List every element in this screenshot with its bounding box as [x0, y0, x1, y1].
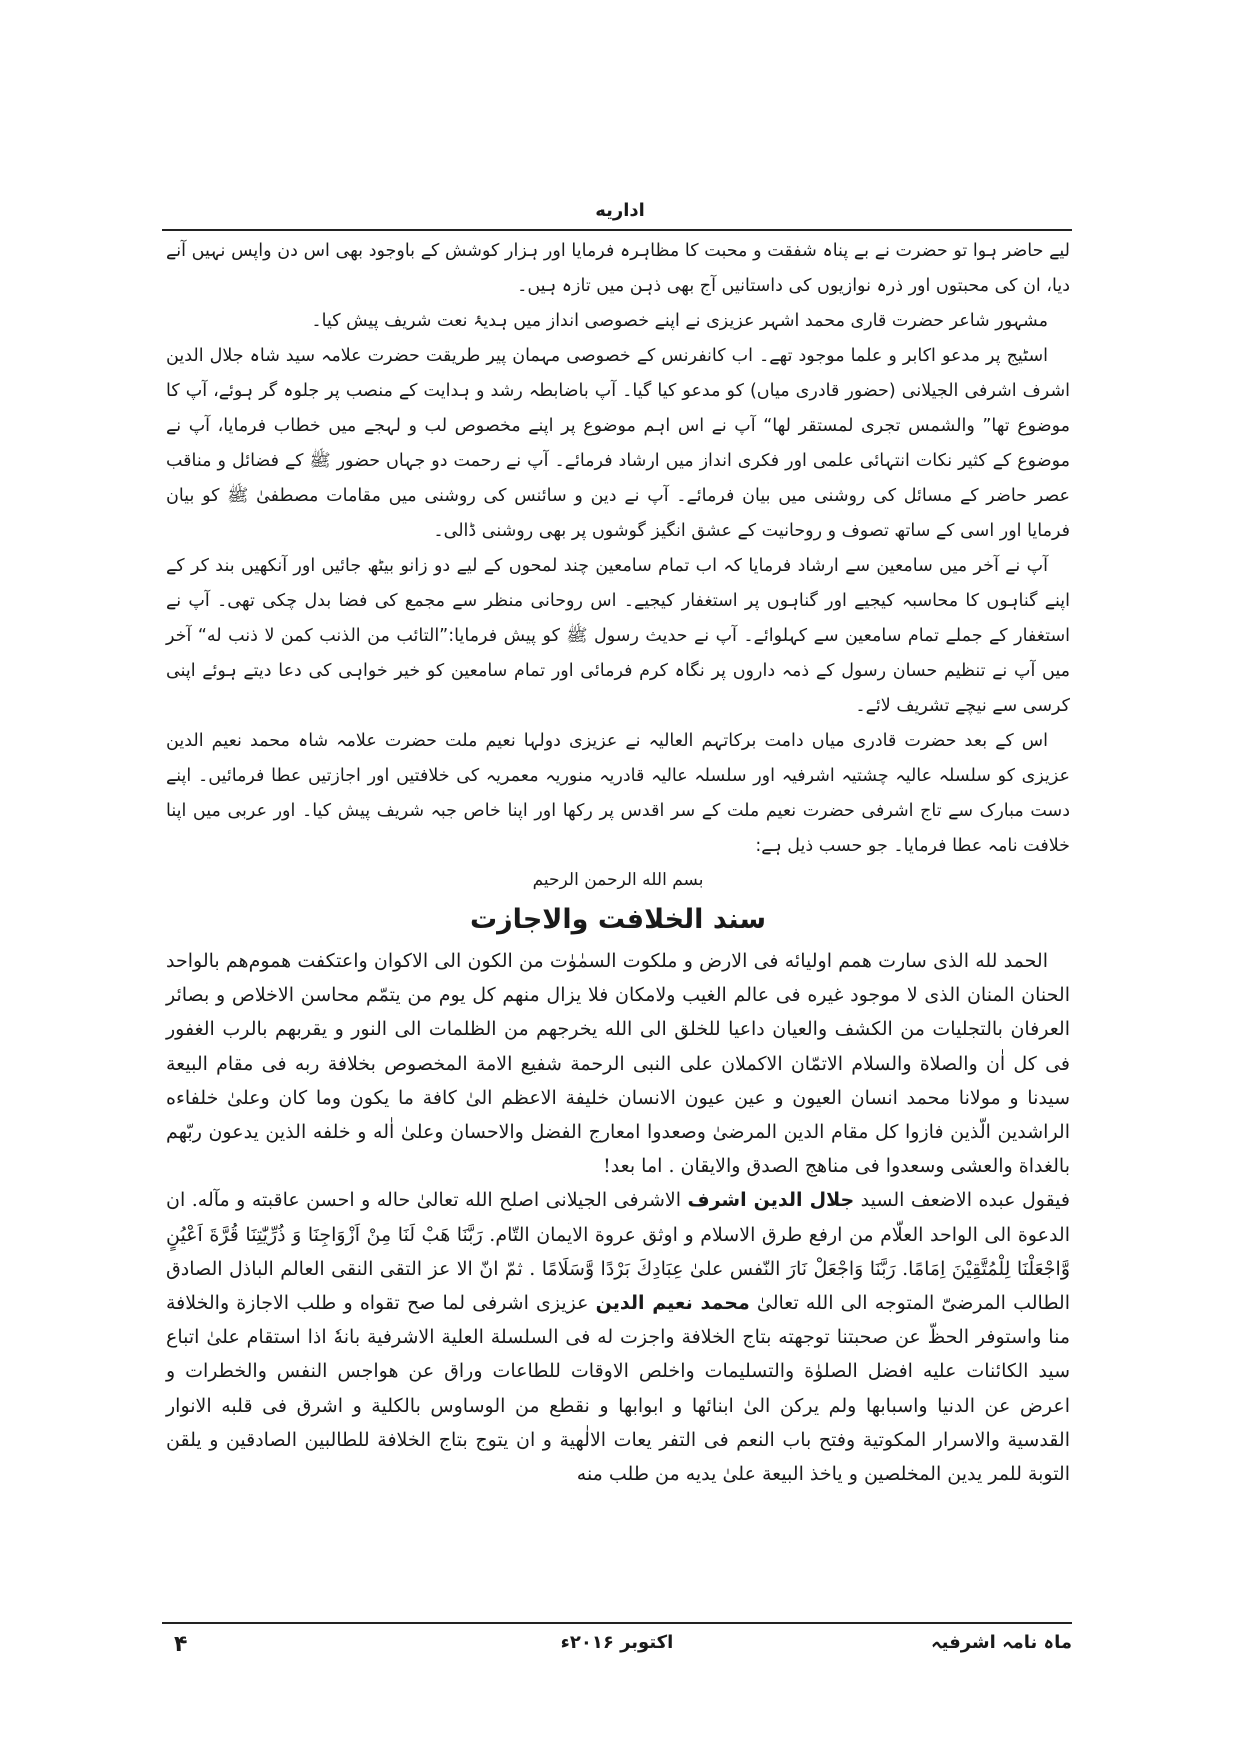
article-body: [166, 234, 1070, 1491]
name-naeemuddin: محمد نعیم الدین: [595, 1292, 750, 1315]
bismillah: بسم الله الرحمن الرحيم: [532, 870, 704, 890]
magazine-name: ماہ نامہ اشرفیہ: [931, 1632, 1072, 1653]
paragraph-naat: مشہور شاعر حضرت قاری محمد اشہر عزیزی نے اپنے خصوصی انداز میں ہدیۂ نعت شریف پیش کیا۔: [311, 311, 1048, 331]
arabic-text-2a: فیقول عبده الاضعف السید: [854, 1189, 1070, 1212]
footer-rule: [162, 1622, 1072, 1624]
paragraph-istighfar: آپ نے آخر میں سامعین سے ارشاد فرمایا کہ اب تمام سامعین چند لمحوں کے لیے دو زانو بیٹھ جائیں اور آنکھیں بند کر کے اپنے گناہوں کا محاسبہ کیجیے اور گناہوں پر استغفار کیجیے۔ اس روحانی منظر سے مجمع کی فضا بدل چکی تھی۔ آپ نے استغفار کے جملے تمام سامعین سے کہلوائے۔ آپ نے حدیث رسول ﷺ کو پیش فرمایا:”التائب من الذنب کمن لا ذنب له“ آخر میں آپ نے تنظیم حسان رسول کے ذمہ داروں پر نگاہ کرم فرمائی اور تمام سامعین کو خیر خواہی کی دعا دیتے ہوئے اپنی کرسی سے نیچے تشریف لائے۔: [166, 556, 1070, 716]
name-jalaluddin-ashraf: جلال الدین اشرف: [687, 1189, 855, 1212]
paragraph-khilafat: اس کے بعد حضرت قادری میاں دامت برکاتہم العالیہ نے عزیزی دولہا نعیم ملت حضرت علامہ شاہ محمد نعیم الدین عزیزی کو سلسلہ عالیہ چشتیہ اشرفیہ اور سلسلہ عالیہ قادریہ منوریہ معمریہ کی خلافتیں اور اجازتیں عطا فرمائیں۔ اپنے دست مبارک سے تاج اشرفی حضرت نعیم ملت کے سر اقدس پر رکھا اور اپنا خاص جبہ شریف پیش کیا۔ اور عربی میں اپنا خلافت نامہ عطا فرمایا۔ جو حسب ذیل ہے:: [166, 731, 1070, 856]
arabic-text-2b: الاشرفی الجیلانی اصلح الله تعالیٰ حاله و احسن عاقبته و مآله. ان الدعوة الی الواحد العلّام من ارفع طرق الاسلام و اوثق عروة الایمان التّام. رَبَّنَا هَبْ لَنَا مِنْ اَزْوَاجِنَا وَ ذُرِّیّٰتِنَا قُرَّةَ اَعْیُنٍ وَّاجْعَلْنَا لِلْمُتَّقِیْنَ اِمَامًا. رَبَّنَا وَاجْعَلْ نَارَ النّفس علیٰ عِبَادِكَ بَرْدًا وَّسَلَامًا . ثمّ انّ الا عز التقی النقی العالم الباذل الصادق الطالب المرضیّ المتوجه الی الله تعالیٰ: [166, 1189, 1070, 1315]
paragraph-speech: اسٹیج پر مدعو اکابر و علما موجود تھے۔ اب کانفرنس کے خصوصی مہمان پیر طریقت حضرت علامہ سید شاہ جلال الدین اشرف اشرفی الجیلانی (حضور قادری میاں) کو مدعو کیا گیا۔ آپ باضابطہ رشد و ہدایت کے منصب پر جلوہ گر ہوئے، آپ کا موضوع تھا” والشمس تجری لمستقر لها“ آپ نے اس اہم موضوع پر اپنے مخصوص لب و لہجے میں خطاب فرمایا، آپ نے موضوع کے کثیر نکات انتہائی علمی اور فکری انداز میں ارشاد فرمائے۔ آپ نے رحمت دو جہاں حضور ﷺ کے فضائل و مناقب عصر حاضر کے مسائل کی روشنی میں بیان فرمائے۔ آپ نے دین و سائنس کی روشنی میں مقامات مصطفیٰ ﷺ کو بیان فرمایا اور اسی کے ساتھ تصوف و روحانیت کے عشق انگیز گوشوں پر بھی روشنی ڈالی۔: [166, 346, 1070, 541]
arabic-paragraph-2: [166, 1183, 1070, 1491]
section-header: اداریه: [595, 200, 645, 221]
header-rule: [162, 229, 1072, 231]
arabic-paragraph-1: [166, 944, 1070, 1183]
arabic-text-2c: عزیزی اشرفی لما صح تقواه و طلب الاجازة والخلافة منا واستوفر الحظّ عن صحبتنا توجهته بتاج الخلافة واجزت له فی السلسلة العلیة الاشرفیة بانهٗ اذا استقام علیٰ اتباع سید الکائنات علیه افضل الصلوٰة والتسلیمات واخلص الاوقات للطاعات وراق عن هواجس النفس والخطرات و اعرض عن الدنیا واسبابها ولم یرکن الیٰ ابنائها و ابوابها و نقطع من الوساوس بالکلیة و اشرق فی قلبه الانوار القدسیة والاسرار المکوتیة وفتح باب النعم فی التفر یعات الالٰهیة و ان یتوج بتاج الخلافة للطالبین الصادقین و یلقن التوبة للمر یدین المخلصین و یاخذ البیعة علیٰ یدیه من طلب منه: [166, 1292, 1070, 1486]
page-footer: [162, 1626, 1072, 1666]
paragraph-continuation: لیے حاضر ہوا تو حضرت نے بے پناہ شفقت و محبت کا مظاہرہ فرمایا اور ہزار کوشش کے باوجود بھی اس دن واپس نہیں آنے دیا، ان کی محبتوں اور ذرہ نوازیوں کی داستانیں آج بھی ذہن میں تازہ ہیں۔: [166, 241, 1070, 296]
page-number: ۴: [174, 1632, 188, 1657]
issue-date: اکتوبر ۲۰۱۶ء: [560, 1632, 674, 1653]
sanad-title: سند الخلافت والاجازت: [470, 904, 766, 935]
arabic-text-1: الحمد لله الذی سارت همم اولیائه فی الارض و ملکوت السمٰوٰت من الکون الی الاکوان واعتکفت هموم‌هم بالواحد الحنان المنان الذی لا موجود غیره فی عالم الغیب ولامکان فلا یزال منهم کل یوم من یتمّم محاسن الاخلاص و بصائر العرفان بالتجلیات من الکشف والعیان داعیا للخلق الی الله یخرجهم من الظلمات الی النور و یقربهم بالرب الغفور فی کل اٰن والصلاة والسلام الاتمّان الاکملان علی النبی الرحمة شفیع الامة المخصوص بخلافة ربه فی مقام البیعة سیدنا و مولانا محمد انسان العیون و عین عیون الانسان خلیفة الاعظم الیٰ کافة ما یکون وما کان وعلیٰ خلفاءه الراشدین الّذین فازوا کل مقام الدین المرضیٰ وصعدوا امعارج الفضل والاحسان وعلیٰ اٰله و خلفه الذین یدعون ربّهم بالغداة والعشی وسعدوا فی مناهج الصدق والایقان . اما بعد!: [166, 950, 1070, 1178]
